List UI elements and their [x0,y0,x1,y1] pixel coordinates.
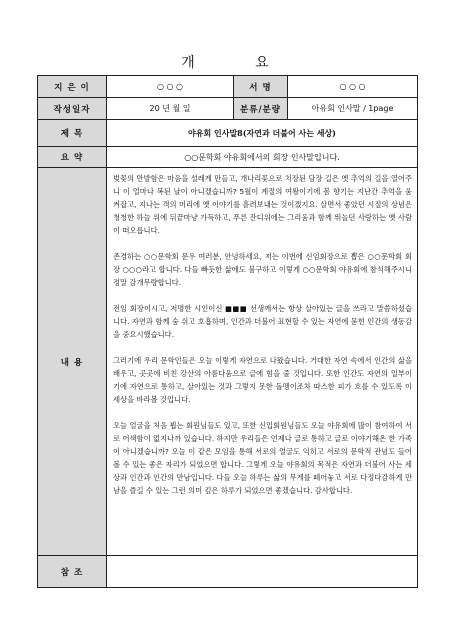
category-value: 아유회 인사말 / 1page [288,98,418,120]
document-title: 야유회 인사말8(자연과 더불어 사는 세상) [107,120,418,147]
content-paragraph-5: 오늘 얼굴을 처음 뵙는 회원님들도 있고, 또한 신입회원님들도 오늘 야유회에 많이 참여하여 서로 어색함이 없지나까 있습니다. 하지만 우리들은 언제나 글로 통하고 글로 이야기해온 한 가족이 아니겠습니까? 오늘 이 같은 모임을 통해 서로의 얼굴도 익히고 서로의 문학적 관념도 들어볼 수 있는 좋은 자리가 되었으면 합니다. 그렇게 오늘 야유회의 목적은 자연과 더불어 사는 세상과 인간과 인간의 만남입니다. 다들 오늘 하루는 삶의 무게를 떼어놓고 서로 다정다감하게 만남을 즐길 수 있는 그런 의미 깊은 하루가 되었으면 좋겠습니다. 감사합니다. [113,421,412,495]
reviewer-label: 서 명 [234,76,288,98]
date-label: 작성일자 [38,98,107,120]
category-label: 분류/분량 [234,98,288,120]
author-label: 지 은 이 [38,76,107,98]
summary-form-table [37,75,418,588]
page-title: 개 요 [181,55,297,71]
content-paragraph-1: 벚꽃의 만발함은 마음을 설레게 만들고, 개나리꽃으로 치장된 담장 길은 옛 추억의 길을 열어주니 이 얼마나 복된 날이 아니겠습니까? 5월이 계절의 여왕이기에 봄 향기는 지난간 추억을 움켜잡고, 지나는 객의 머리에 옛 이야기를 흩려보내는 것이겠지요. 살면서 좋았던 시절의 상념은 청청한 하늘 위에 뒤끝마냥 가득하고, 푸른 잔디위에는 그리움과 함께 뛰놀던 사랑하는 옛 사람이 떠오릅니다. [113,174,412,235]
content-paragraph-3: 전임 회장이시고, 저명한 시인이신 ■■■ 선생께서는 항상 살아있는 글을 쓰라고 말씀하셨습니다. 자연과 함께 숨 쉬고 호흡하며, 인간과 더불어 표현할 수 있는 자연에 묻힌 인간의 생동감을 중요시했습니다. [113,304,412,339]
reference-label: 참 조 [38,556,107,588]
reviewer-value: ○ ○ ○ [288,76,418,98]
content-paragraph-4: 그러기에 우리 문학인들은 오늘 이렇게 자연으로 나왔습니다. 거대한 자연 속에서 인간의 삶을 배우고, 곳곳에 비친 강산의 아름다움으로 글에 힘을 줄 것입니다. 또한 인간도 자연의 일부이기에 자연으로 통하고, 살아있는 것과 그렇지 못한 돌멩이조차 따스한 피가 흐를 수 있도록 이 세상을 바라볼 것입니다. [113,356,412,404]
content-body [107,168,418,556]
author-value: ○ ○ ○ [107,76,234,98]
reference-value [107,556,418,588]
content-label: 내 용 [38,168,107,556]
content-paragraph-2: 존경하는 ○○문학회 문우 여러분, 안녕하세요, 저는 이번에 신임회장으로 뽑은 ○○문학회 회장 ○○○라고 합니다. 다들 빠듯한 삶에도 불구하고 이렇게 ○○문학회 야유회에 참석해주시니 정말 감개무량합니다. [113,252,412,287]
summary-value: ○○문학회 야유회에서의 회장 인사말입니다. [107,147,418,168]
title-label: 제 목 [38,120,107,147]
summary-label: 요 약 [38,147,107,168]
date-value: 20 년 월 일 [107,98,234,120]
